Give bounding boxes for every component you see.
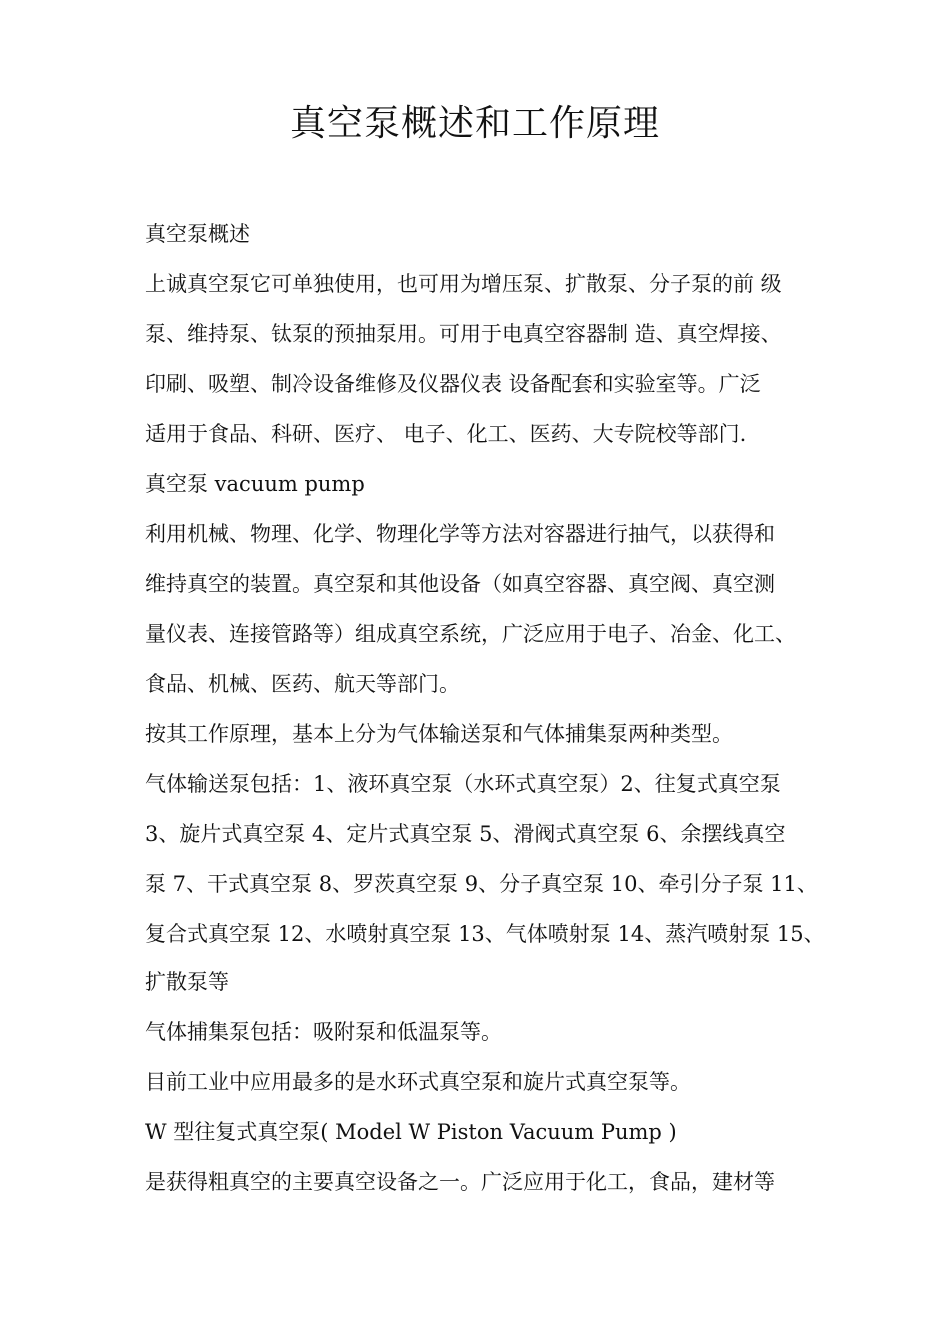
section-heading-vacuum-pump: 真空泵 vacuum pump (145, 472, 365, 496)
section-heading-vacuum-pump-overview: 真空泵概述 (145, 222, 250, 246)
paragraph-line: 维持真空的装置。真空泵和其他设备（如真空容器、真空阀、真空测 (145, 572, 775, 596)
paragraph-line: 目前工业中应用最多的是水环式真空泵和旋片式真空泵等。 (145, 1070, 691, 1094)
paragraph-line: 食品、机械、医药、航天等部门。 (145, 672, 460, 696)
paragraph-line: 泵、维持泵、钛泵的预抽泵用。可用于电真空容器制 造、真空焊接、 (145, 322, 782, 346)
paragraph-line: 量仪表、连接管路等）组成真空系统，广泛应用于电子、冶金、化工、 (145, 622, 796, 646)
paragraph-line: 印刷、吸塑、制冷设备维修及仪器仪表 设备配套和实验室等。广泛 (145, 372, 761, 396)
section-heading-w-piston-pump: W 型往复式真空泵( Model W Piston Vacuum Pump ) (145, 1120, 677, 1144)
paragraph-line: 3、旋片式真空泵 4、定片式真空泵 5、滑阀式真空泵 6、余摆线真空 (145, 822, 786, 846)
paragraph-line: 是获得粗真空的主要真空设备之一。广泛应用于化工，食品，建材等 (145, 1170, 775, 1194)
paragraph-line: 泵 7、干式真空泵 8、罗茨真空泵 9、分子真空泵 10、牵引分子泵 11、 (145, 872, 818, 896)
paragraph-line: 上诚真空泵它可单独使用，也可用为增压泵、扩散泵、分子泵的前 级 (145, 272, 782, 296)
paragraph-line: 气体捕集泵包括：吸附泵和低温泵等。 (145, 1020, 502, 1044)
paragraph-line: 扩散泵等 (145, 970, 229, 994)
paragraph-line: 适用于食品、科研、医疗、 电子、化工、医药、大专院校等部门. (145, 422, 747, 446)
paragraph-line: 复合式真空泵 12、水喷射真空泵 13、气体喷射泵 14、蒸汽喷射泵 15、 (145, 922, 825, 946)
document-title: 真空泵概述和工作原理 (289, 103, 660, 144)
paragraph-line: 按其工作原理，基本上分为气体输送泵和气体捕集泵两种类型。 (145, 722, 733, 746)
paragraph-line: 利用机械、物理、化学、物理化学等方法对容器进行抽气，以获得和 (145, 522, 775, 546)
paragraph-line: 气体输送泵包括：1、液环真空泵（水环式真空泵）2、往复式真空泵 (145, 772, 781, 796)
